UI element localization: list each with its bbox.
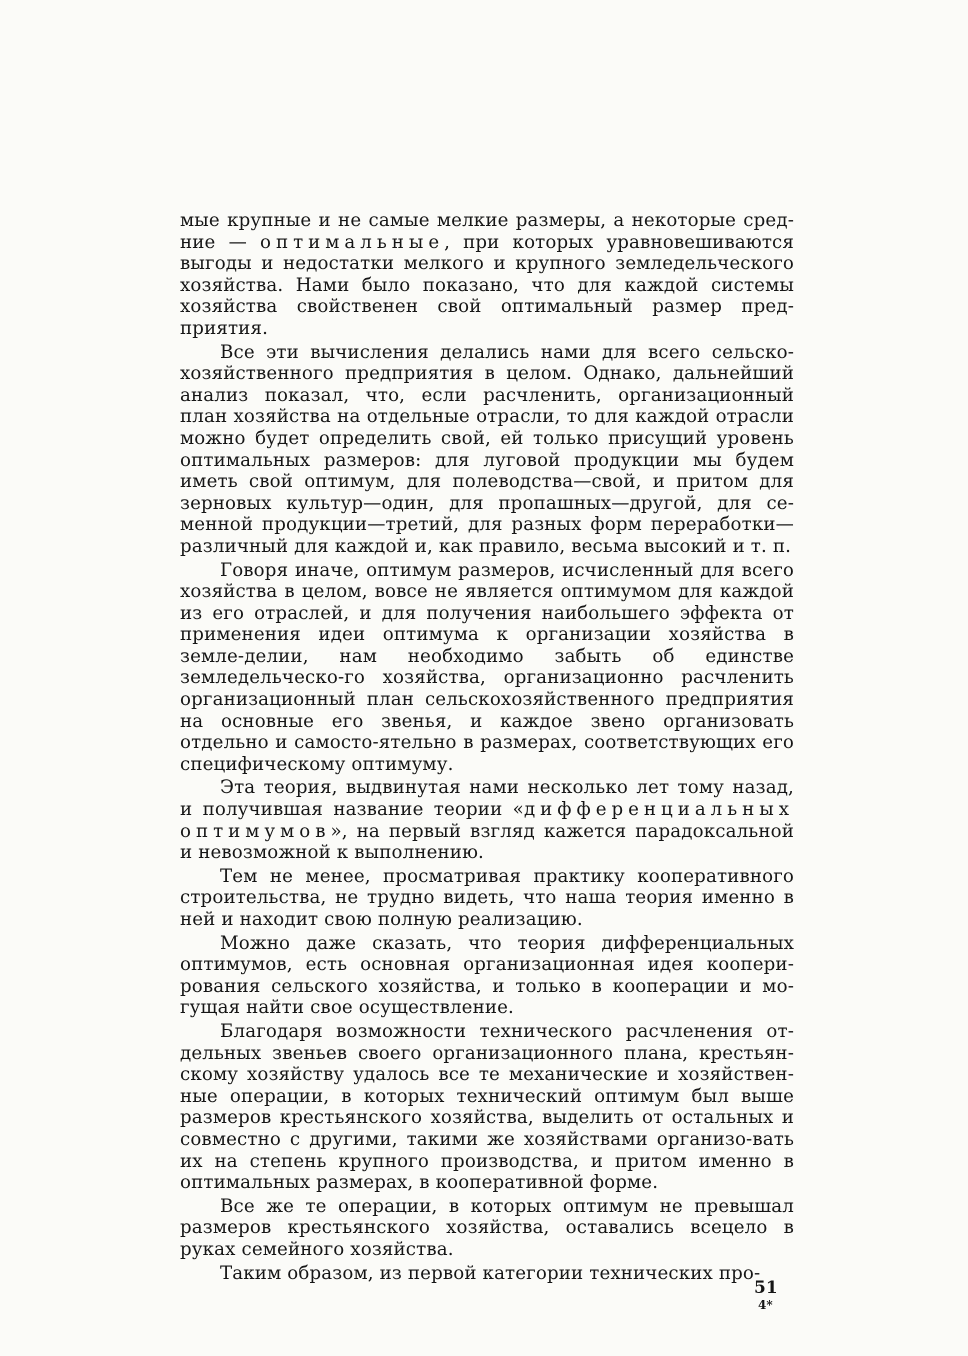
paragraph-4-emphasis: дифференциальных оптимумов	[180, 799, 794, 842]
paragraph-8-text: Все же те операции, в которых оптимум не превышал размеров крестьянского хозяйства, оставались всецело в руках семейного хозяйства.	[180, 1195, 794, 1260]
paragraph-8	[180, 1196, 794, 1261]
page-number: 51	[754, 1278, 778, 1298]
paragraph-2	[180, 342, 794, 558]
paragraph-6	[180, 933, 794, 1019]
paragraph-4-text-before: Эта теория, выдвинутая нами несколько лет тому назад, и получившая название теории «	[180, 777, 794, 821]
paragraph-2-text: Все эти вычисления делались нами для всего сельско-хозяйственного предприятия в целом. Однако, дальнейший анализ показал, что, если расчленить, организационный план хозяйства на отдельные отрасли, то для каждой отрасли можно будет определить свой, ей только присущий уровень оптимальных размеров: для луговой продукции мы будем иметь свой оптимум, для полеводства—свой, и притом для зерновых культур—один, для пропашных—другой, для се-менной продукции—третий, для разных форм переработки—различный для каждой и, как правило, весьма высокий и т. п.	[180, 341, 794, 557]
paragraph-1-text-before: мые крупные и не самые мелкие размеры, а некоторые сред-ние —	[180, 210, 794, 253]
paragraph-1	[180, 210, 794, 340]
paragraph-9	[180, 1263, 794, 1285]
paragraph-3	[180, 560, 794, 776]
paragraph-7	[180, 1021, 794, 1194]
paragraph-3-text: Говоря иначе, оптимум размеров, исчисленный для всего хозяйства в целом, вовсе не является оптимумом для каждой из его отраслей, и для получения наибольшего эффекта от применения идеи оптимума к организации хозяйства в земле-делии, нам необходимо забыть об единстве земледельческо-го хозяйства, организационно расчленить организационный план сельскохозяйственного предприятия на основные его звенья, и каждое звено организовать отдельно и самосто-ятельно в размерах, соответствующих его специфическому оптимуму.	[180, 559, 794, 775]
paragraph-1-text-after: , при которых уравновешиваются выгоды и недостатки мелкого и крупного земледельческого хозяйства. Нами было показано, что для каждой системы хозяйства свойственен свой оптимальный размер пред-приятия.	[180, 231, 794, 339]
paragraph-5-text: Тем не менее, просматривая практику кооперативного строительства, не трудно видеть, что наша теория именно в ней и находит свою полную реализацию.	[180, 865, 794, 930]
paragraph-1-emphasis: оптимальные	[260, 231, 445, 253]
paragraph-7-text: Благодаря возможности технического расчленения от-дельных звеньев своего организационного плана, крестьян-скому хозяйству удалось все те механические и хозяйствен-ные операции, в которых технический оптимум был выше размеров крестьянского хозяйства, выделить от остальных и совместно с другими, такими же хозяйствами организо-вать их на степень крупного производства, и притом именно в оптимальных размерах, в кооперативной форме.	[180, 1020, 794, 1194]
paragraph-9-text: Таким образом, из первой категории технических про-	[220, 1262, 761, 1284]
paragraph-4-text-after: », на первый взгляд кажется парадоксальной и невозможной к выполнению.	[180, 820, 794, 864]
signature-mark: 4*	[758, 1298, 773, 1312]
paragraph-6-text: Можно даже сказать, что теория дифференциальных оптимумов, есть основная организационная идея коопери-рования сельского хозяйства, и только в кооперации и мо-гущая найти свое осуществление.	[180, 932, 794, 1019]
body-text	[180, 210, 794, 1286]
paragraph-4	[180, 777, 794, 863]
paragraph-5	[180, 866, 794, 931]
